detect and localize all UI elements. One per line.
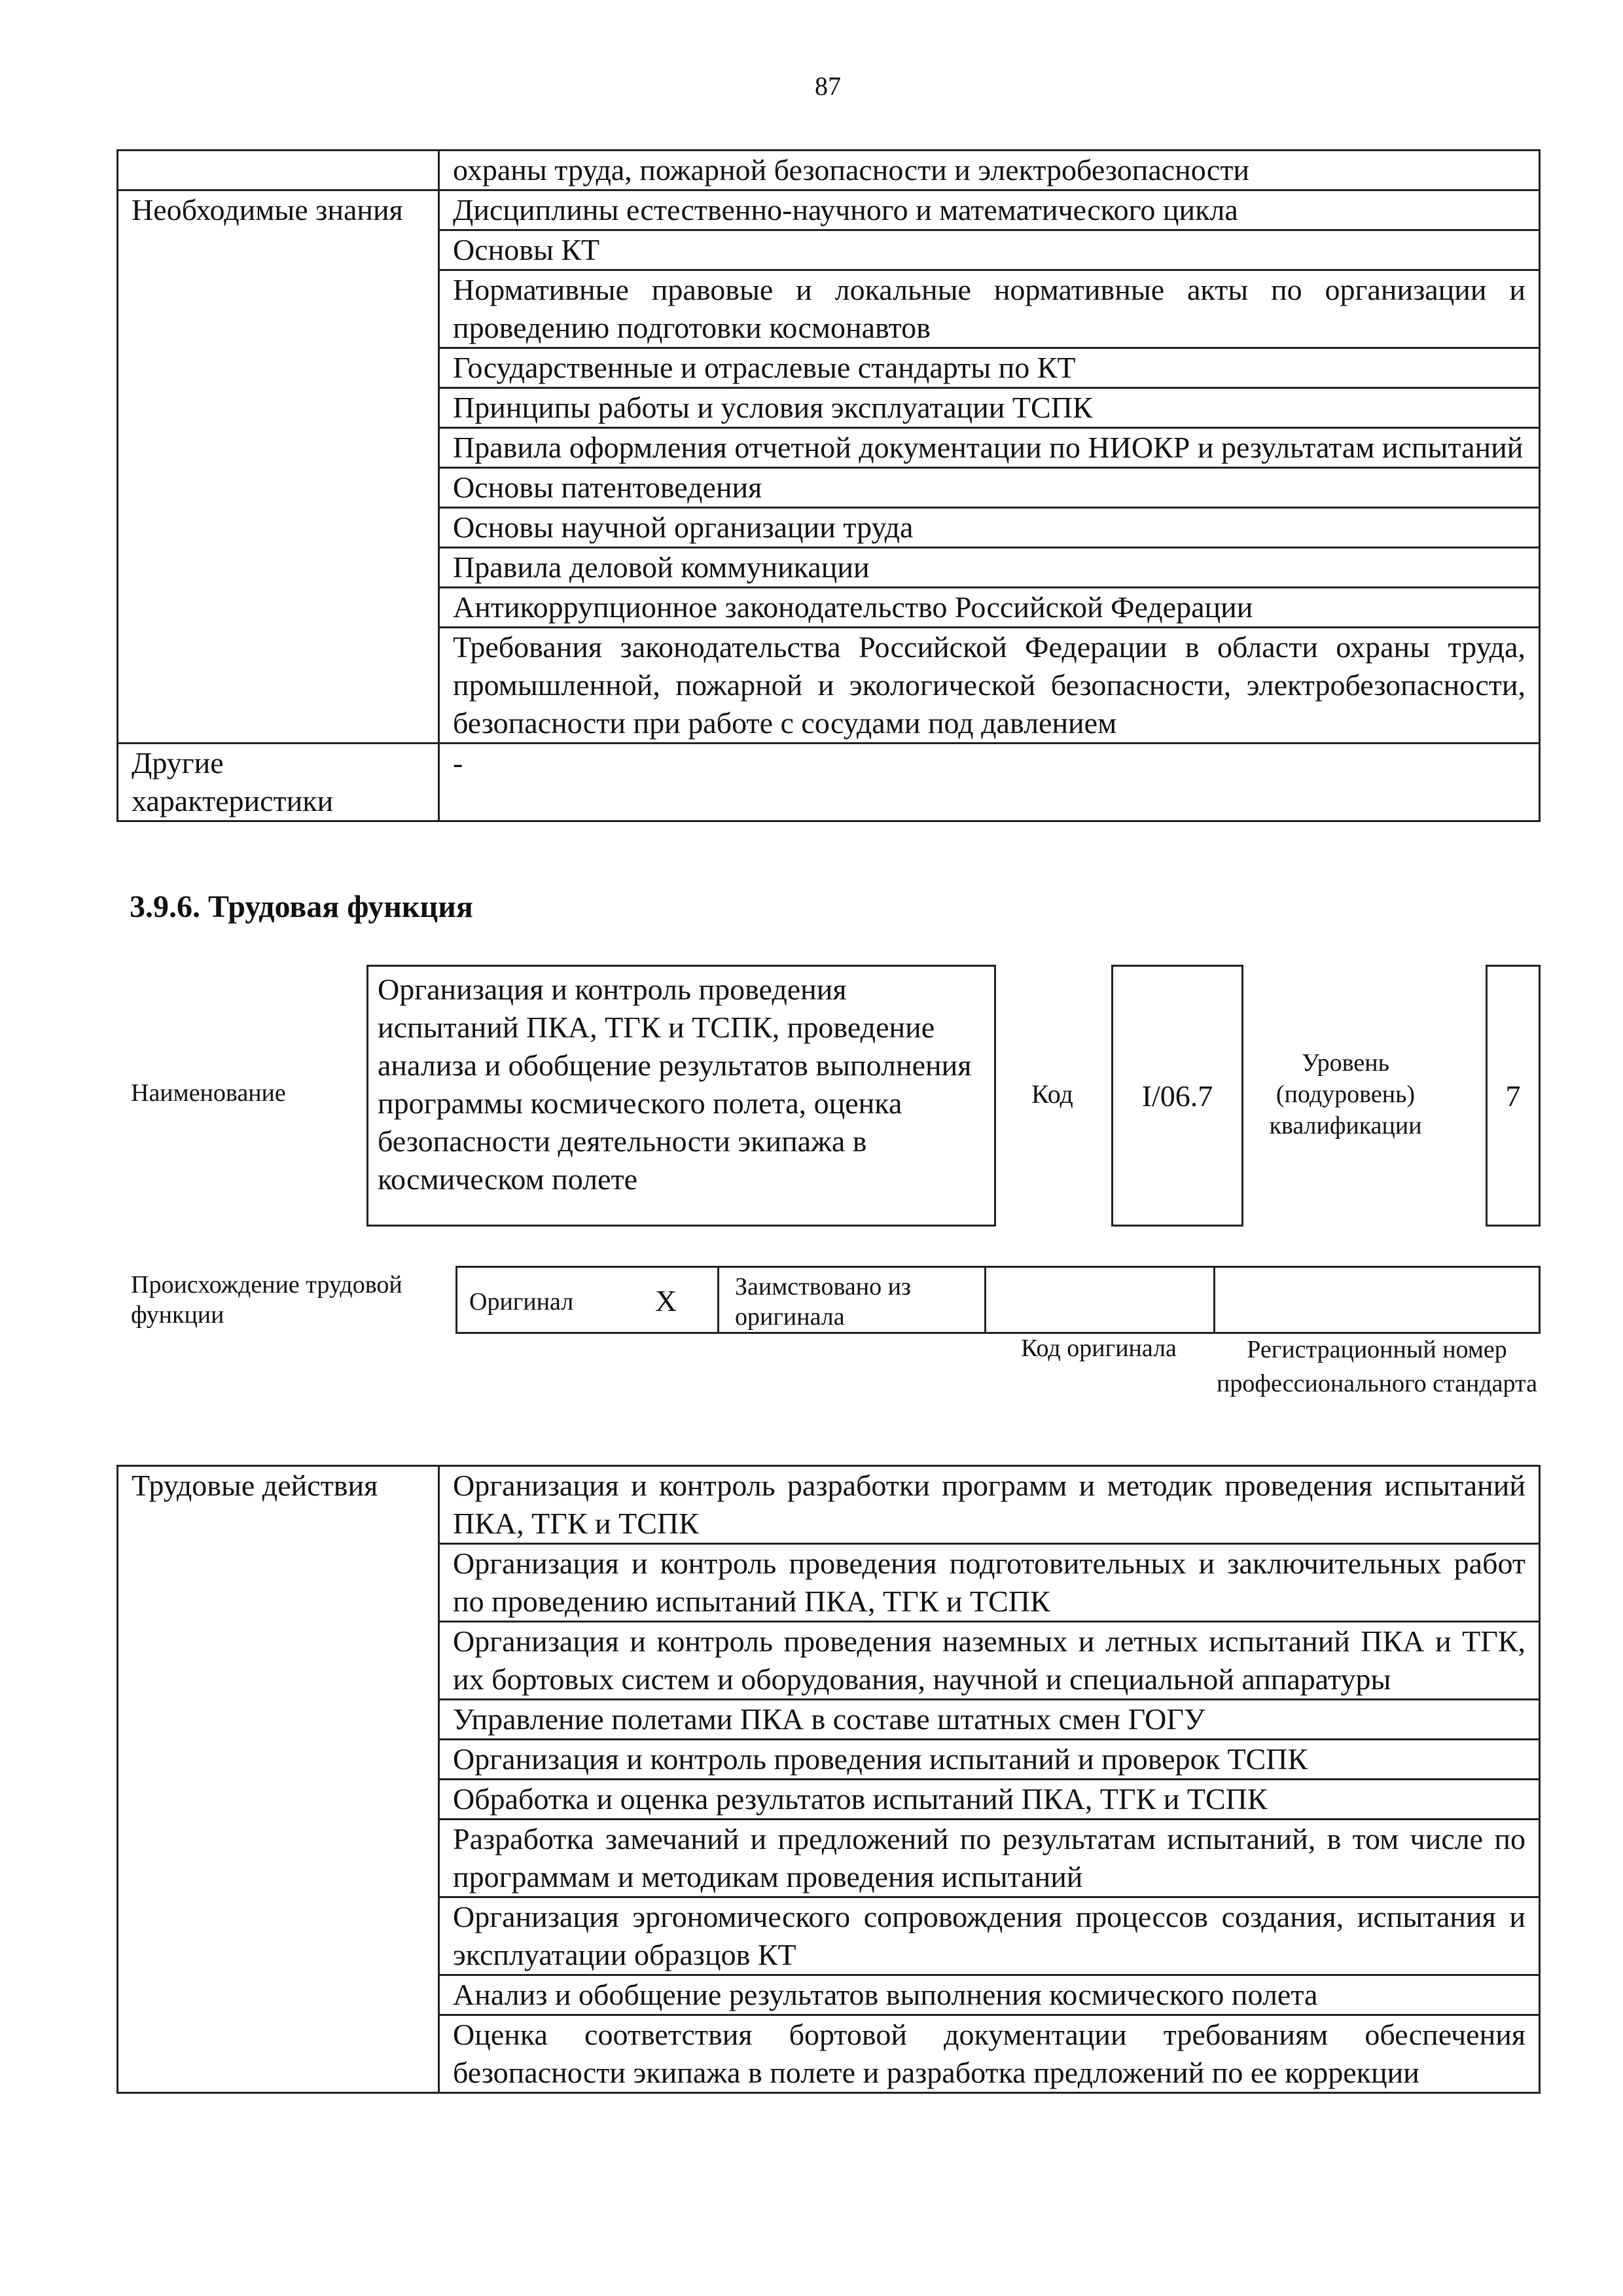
row-label-actions: Трудовые действия [118,1466,439,2093]
code-original-label: Код оригинала [1021,1335,1177,1362]
level-label: Уровень (подуровень) квалификации [1269,1049,1422,1139]
table-cell: охраны труда, пожарной безопасности и электробезопасности [453,153,1250,187]
row-label-knowledge: Необходимые знания [118,190,439,744]
table-cell: Государственные и отраслевые стандарты по КТ [453,351,1076,384]
origin-row [455,1266,1541,1334]
section-heading: 3.9.6. Трудовая функция [130,889,473,924]
row-label [118,151,439,190]
table-row [118,190,1540,230]
table-row [118,744,1540,821]
code-original-cell [986,1268,1215,1332]
table-cell: Нормативные правовые и локальные нормативные акты по организации и проведению подготовки космонавтов [453,273,1525,344]
function-code: I/06.7 [1141,1079,1213,1113]
table-row [118,151,1540,190]
borrowed-cell: Заимствовано из оригинала [719,1268,986,1332]
function-code-box [1111,965,1243,1227]
table-cell: Правила деловой коммуникации [453,550,870,584]
table-cell: Организация и контроль проведения наземных и летных испытаний ПКА и ТГК, их бортовых систем и оборудования, научной и специальной аппаратуры [453,1624,1525,1696]
name-label: Наименование [131,1079,286,1107]
table-cell: Правила оформления отчетной документации по НИОКР и результатам испытаний [453,431,1524,464]
table-cell: Управление полетами ПКА в составе штатных смен ГОГУ [453,1702,1205,1736]
table-cell: Обработка и оценка результатов испытаний ПКА, ТГК и ТСПК [453,1782,1268,1816]
level-value: 7 [1505,1079,1521,1113]
table-cell: Оценка соответствия бортовой документации требованиям обеспечения безопасности экипажа в полете и разработка предложений по ее коррекции [453,2018,1525,2089]
reg-number-label: Регистрационный номер профессионального стандарта [1217,1336,1537,1397]
original-mark: X [655,1284,677,1318]
table-cell: Основы КТ [453,233,600,266]
page-number: 87 [815,71,841,101]
table-cell: Требования законодательства Российской Федерации в области охраны труда, промышленной, пожарной и экологической безопасности, электробезопасности, безопасности при работе с сосудами под давлением [453,630,1525,740]
level-box [1486,965,1541,1227]
original-label: Оригинал [469,1288,574,1316]
table-cell: Антикоррупционное законодательство Российской Федерации [453,590,1253,624]
table-cell: - [453,746,463,780]
reg-number-cell [1215,1268,1539,1332]
code-label: Код [1031,1079,1073,1109]
table-cell: Организация и контроль проведения испытаний и проверок ТСПК [453,1742,1308,1776]
table-cell: Организация эргономического сопровождения процессов создания, испытания и эксплуатации образцов КТ [453,1900,1525,1971]
function-title-box: Организация и контроль проведения испытаний ПКА, ТГК и ТСПК, проведение анализа и обобщение результатов выполнения программы космического полета, оценка безопасности деятельности экипажа в космическом полете [366,965,996,1227]
table-row [118,1466,1540,1544]
table-cell: Дисциплины естественно-научного и математического цикла [453,193,1238,226]
table-cell: Организация и контроль проведения подготовительных и заключительных работ по проведению испытаний ПКА, ТГК и ТСПК [453,1547,1525,1618]
table-cell: Разработка замечаний и предложений по результатам испытаний, в том числе по программам и методикам проведения испытаний [453,1822,1525,1893]
table-cell: Организация и контроль разработки программ и методик проведения испытаний ПКА, ТГК и ТСПК [453,1469,1525,1540]
actions-table [116,1465,1541,2094]
table-cell: Анализ и обобщение результатов выполнения космического полета [453,1978,1318,2011]
origin-label: Происхождение трудовой функции [131,1271,402,1329]
original-cell [457,1268,719,1332]
row-label-other: Другие характеристики [118,744,439,821]
table-cell: Основы патентоведения [453,471,762,504]
table-cell: Основы научной организации труда [453,511,914,544]
knowledge-table [116,149,1541,822]
table-cell: Принципы работы и условия эксплуатации ТСПК [453,391,1093,424]
